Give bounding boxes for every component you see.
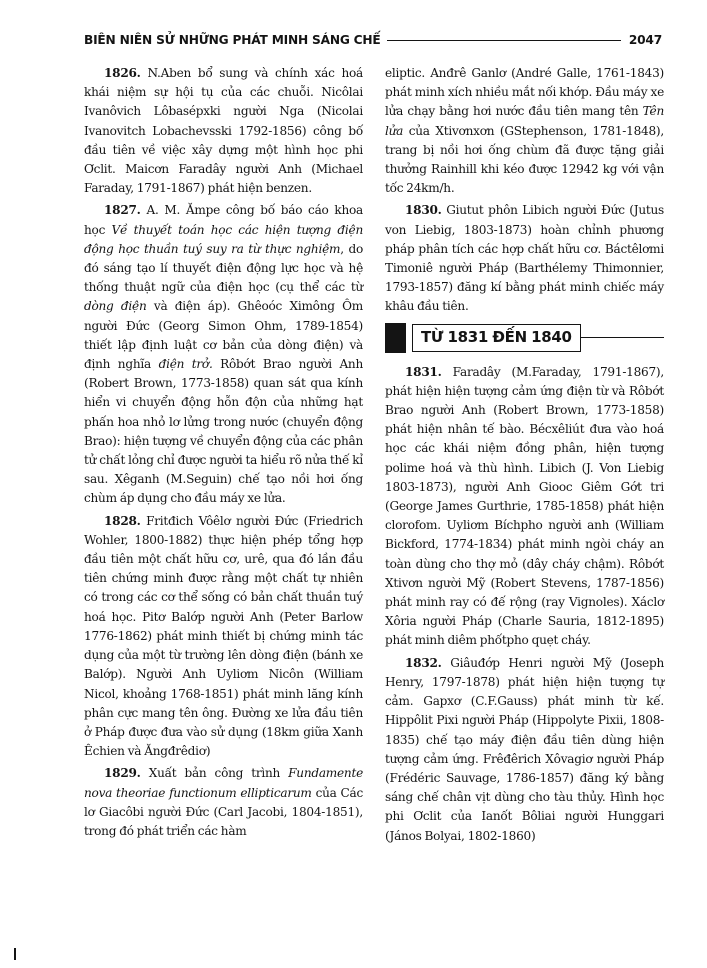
section-marker	[385, 323, 406, 353]
work-title: Về thuyết toán học các hiện tượng điện động học thuần tuý suy ra từ thực nghiệm	[84, 222, 363, 256]
entry-year: 1826.	[104, 66, 141, 80]
term: dòng điện	[84, 299, 147, 314]
margin-mark	[14, 948, 16, 960]
entry-1830	[385, 201, 664, 316]
right-column	[385, 64, 664, 849]
running-header	[84, 28, 662, 52]
locomotive-name: Tên lửa	[385, 104, 664, 138]
section-rule	[581, 337, 664, 338]
book-title: BIÊN NIÊN SỬ NHỮNG PHÁT MINH SÁNG CHẾ	[84, 33, 381, 47]
entry-text: Giutut phôn Libich người Đức (Jutus von Liebig, 1803-1873) hoàn chỉnh phương pháp phân tích các hợp chất hữu cơ. Báctêlơmi Timoniê người Pháp (Barthélemy Thimonnier, 1793-1857) đăng kí bằng phát minh chiếc máy khâu đầu tiên.	[385, 203, 664, 314]
entry-text: Rôbớt Brao người Anh (Robert Brown, 1773-1858) quan sát qua kính hiển vi chuyển động hỗn độn của những hạt phấn hoa nhỏ lơ lửng trong nước (chuyển động Brao): hiện tượng về chuyển động của các phân tử chất lỏng chỉ được người ta hiểu rõ nửa thế kỉ sau. Xêganh (M.Seguin) chế tạo nồi hơi ống chùm áp dụng cho đầu máy xe lửa.	[84, 357, 364, 506]
entry-year: 1831.	[405, 364, 442, 379]
entry-1829	[84, 764, 363, 841]
entry-year: 1827.	[104, 203, 141, 218]
entry-text: của Các lơ Giacôbi người Đức (Carl Jacobi, 1804-1851), trong đó phát triển các hàm	[84, 785, 364, 838]
entry-year: 1828.	[104, 513, 141, 528]
term: điện trở.	[158, 357, 213, 372]
entry-text: và điện áp). Ghêoóc Ximông Ôm người Đức (Georg Simon Ohm, 1789-1854) thiết lập định luật cơ bản của dòng điện) và định nghĩa	[84, 299, 363, 372]
entry-text: Faradây (M.Faraday, 1791-1867), phát hiện hiện tượng cảm ứng điện từ và Rôbớt Brao người Anh (Robert Brown, 1773-1858) phát hiện nhân tế bào. Bécxêliút đưa vào hoá học các khái niệm đồng phân, hiện tượng polime hoá và thù hình. Libich (J. Von Liebig 1803-1873), người Anh Giooc Giêm Gớt tri (George James Gurthrie, 1785-1858) phát hiện clorofom. Uyliơm Bíchpho người anh (William Bickford, 1774-1834) phát minh ngòi cháy an toàn dùng cho thợ mỏ (dây cháy chậm). Rôbớt Xtivơn người Mỹ (Robert Stevens, 1787-1856) phát minh ray có đế rộng (ray Vignoles). Xáclơ Xôria người Pháp (Charle Sauria, 1812-1895) phát minh diêm phốtpho quẹt cháy.	[385, 364, 664, 648]
entry-1827	[84, 201, 363, 508]
entry-year: 1829.	[104, 766, 141, 781]
section-title: TỪ 1831 ĐẾN 1840	[412, 324, 581, 352]
section-heading	[385, 323, 664, 353]
entry-1826	[84, 64, 363, 198]
page-number: 2047	[628, 33, 662, 47]
entry-1831	[385, 363, 664, 651]
left-column	[84, 64, 363, 844]
entry-text: Giâuđớp Henri người Mỹ (Joseph Henry, 1797-1878) phát hiện hiện tượng tự cảm. Gapxơ (C.F.Gauss) phát minh từ kế. Hippôlit Pixi người Pháp (Hippolyte Pixii, 1808-1835) chế tạo máy điện đầu tiên dùng hiện tượng cảm ứng. Frêđêrich Xôvagiơ người Pháp (Frédéric Sauvage, 1786-1857) đăng ký bằng sáng chế chân vịt dùng cho tàu thủy. Hình học phi Ơclit của Ianốt Bôliai người Hunggari (János Bolyai, 1802-1860)	[385, 655, 664, 843]
entry-text: Fritđich Vôêlơ người Đức (Friedrich Wohler, 1800-1882) thực hiện phép tổng hợp đầu tiên một chất hữu cơ, urê, qua đó lần đầu tiên chứng minh được rằng một chất tự nhiên có trong các cơ thể sống có bản chất thuần tuý hoá học. Pitơ Balớp người Anh (Peter Barlow 1776-1862) phát minh thiết bị chứng minh tác dụng của một từ trường lên dòng điện (bánh xe Balớp). Người Anh Uyliơm Nicôn (William Nicol, khoảng 1768-1851) phát minh lăng kính phân cực mang tên ông. Đường xe lửa đầu tiên ở Pháp được đưa vào sử dụng (18km giữa Xanh Êchien và Ăngđrêdiơ)	[84, 513, 363, 759]
entry-year: 1830.	[405, 203, 442, 218]
header-rule	[387, 40, 621, 41]
entry-text: eliptic. Anđrê Ganlơ (André Galle, 1761-1843) phát minh xích nhiều mắt nối khớp. Đầu máy xe lửa chạy bằng hơi nước đầu tiên mang tên	[385, 66, 664, 119]
entry-1828	[84, 512, 363, 762]
entry-text: , do đó sáng tạo lí thuyết điện động lực học và hệ thống thuật ngữ của điện học (cụ thể các từ	[84, 241, 363, 295]
work-title: Fundamente nova theoriae functionum ellipticarum	[84, 766, 363, 800]
entry-text: Xuất bản công trình	[148, 766, 289, 781]
entry-text: N.Aben bổ sung và chính xác hoá khái niệm sự hội tụ của các chuỗi. Nicôlai Ivanôvich Lôbasépxki người Nga (Nicolai Ivanovitch Lobachevsski 1792-1856) công bố đầu tiên về việc xây dựng một hình học phi Ơclit. Maicơn Faradây người Anh (Michael Faraday, 1791-1867) phát hiện benzen.	[84, 66, 363, 196]
entry-text: của Xtivơnxơn (GStephenson, 1781-1848), trang bị nồi hơi ống chùm đã được tặng giải thưởng Rainhill khi kéo được 12942 kg với vận tốc 24km/h.	[385, 123, 664, 196]
entry-year: 1832.	[405, 655, 442, 670]
entry-1829-continued	[385, 64, 664, 198]
entry-1832	[385, 654, 664, 846]
entry-text: A. M. Ămpe công bố báo cáo khoa học	[84, 203, 364, 237]
